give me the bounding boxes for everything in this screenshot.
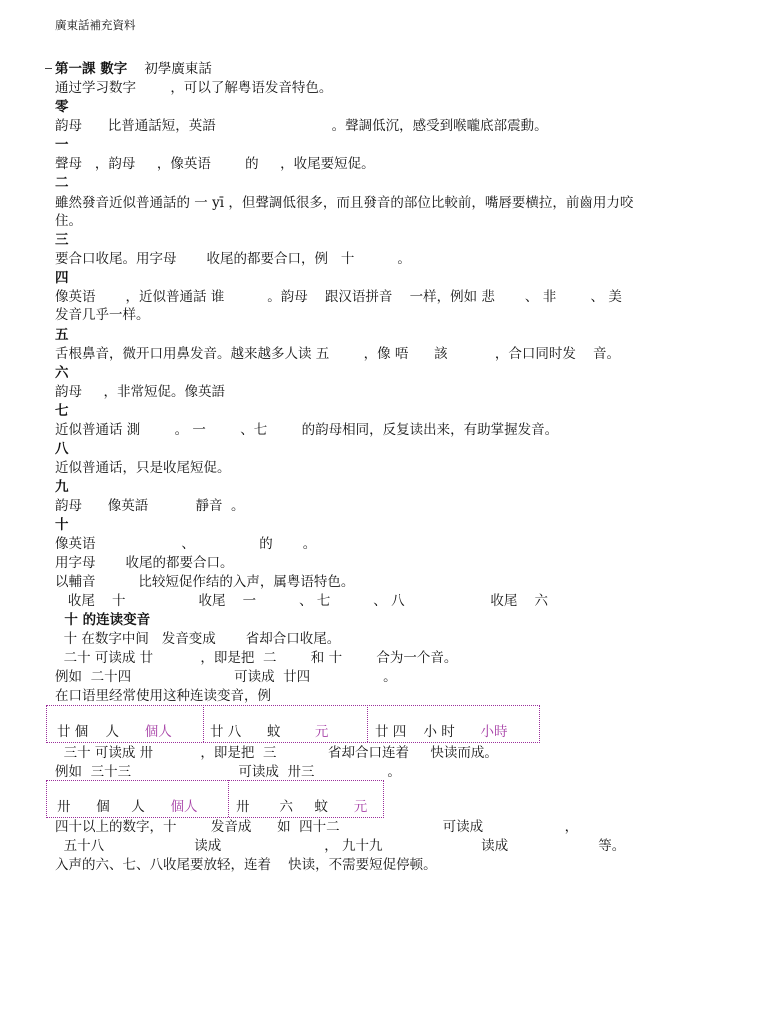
text-two-a: 雖然發音近似普通話的 一 yī ，但聲調低很多，而且發音的部位比較前，嘴唇要横拉，前齒用力咬 bbox=[55, 195, 634, 211]
lesson-title: 第一課 數字 bbox=[55, 61, 128, 77]
text-ten-d: 收尾 十 收尾 一 、 七 、 八 收尾 六 bbox=[55, 593, 549, 609]
text-one: 聲母 ，韵母 ，像英语 的 ，收尾要短促。 bbox=[55, 156, 375, 172]
example-cell: 廿 四 小 时 小時 bbox=[375, 724, 508, 740]
example-box-divider bbox=[228, 780, 229, 817]
heading-zero: 零 bbox=[55, 99, 69, 115]
text-four-b: 发音几乎一样。 bbox=[55, 307, 150, 323]
heading-three: 三 bbox=[55, 232, 69, 248]
example-cell: 廿 八 蚊 元 bbox=[210, 724, 329, 740]
heading-one: 一 bbox=[55, 137, 69, 153]
text-eight: 近似普通话，只是收尾短促。 bbox=[55, 460, 231, 476]
sandhi-line-5: 三十 可读成 卅 ，即是把 三 省却合口连着 快读而成。 bbox=[55, 745, 498, 761]
text-ten-b: 用字母 收尾的都要合口。 bbox=[55, 555, 234, 571]
text-ten-a: 像英语 、 的 。 bbox=[55, 536, 317, 552]
example-cell: 卅 六 蚊 元 bbox=[236, 799, 368, 815]
sandhi-title: 十 的连读变音 bbox=[55, 612, 151, 628]
intro-text: 通过学习数字 ，可以了解粤语发音特色。 bbox=[55, 80, 333, 96]
page-header: 廣東話補充資料 bbox=[55, 18, 136, 32]
lesson-subtitle: 初學廣東話 bbox=[144, 61, 212, 77]
text-zero: 韵母 比普通話短，英語 。聲調低沉，感受到喉嚨底部震動。 bbox=[55, 118, 548, 134]
heading-two: 二 bbox=[55, 175, 69, 191]
heading-five: 五 bbox=[55, 327, 69, 343]
sandhi-line-9: 入声的六、七、八收尾要放轻，连着 快读，不需要短促停顿。 bbox=[55, 857, 437, 873]
text-three: 要合口收尾。用字母 收尾的都要合口，例 十 。 bbox=[55, 251, 411, 267]
heading-seven: 七 bbox=[55, 403, 69, 419]
text-six: 韵母 ，非常短促。像英語 bbox=[55, 384, 225, 400]
text-ten-c: 以輔音 比较短促作结的入声，属粤语特色。 bbox=[55, 574, 355, 590]
heading-six: 六 bbox=[55, 365, 69, 381]
sandhi-line-4: 在口语里经常使用这种连读变音，例 bbox=[55, 688, 271, 704]
sandhi-line-1: 十 在数字中间 发音变成 省却合口收尾。 bbox=[55, 631, 341, 647]
sandhi-line-7: 四十以上的数字，十 发音成 如 四十二 可读成 ， bbox=[55, 819, 579, 835]
text-two-b: 住。 bbox=[55, 213, 82, 229]
sandhi-line-6: 例如 三十三 可读成 卅三 。 bbox=[55, 764, 401, 780]
text-seven: 近似普通话 測 。 一 、七 的韵母相同，反复读出来，有助掌握发音。 bbox=[55, 422, 559, 438]
text-four-a: 像英语 ，近似普通話 谁 。韵母 跟汉语拼音 一样，例如 悲 、 非 、 美 bbox=[55, 289, 622, 305]
sandhi-line-3: 例如 二十四 可读成 廿四 。 bbox=[55, 669, 397, 685]
example-box-divider bbox=[367, 705, 368, 742]
example-cell: 卅 個 人 個人 bbox=[57, 799, 198, 815]
sandhi-line-8: 五十八 读成 ， 九十九 读成 等。 bbox=[55, 838, 626, 854]
heading-four: 四 bbox=[55, 270, 69, 286]
heading-eight: 八 bbox=[55, 441, 69, 457]
text-five: 舌根鼻音，微开口用鼻发音。越来越多人读 五 ，像 唔 該 ，合口同时发 音。 bbox=[55, 346, 621, 362]
heading-ten: 十 bbox=[55, 517, 69, 533]
example-box-divider bbox=[203, 705, 204, 742]
margin-mark bbox=[45, 68, 52, 69]
heading-nine: 九 bbox=[55, 479, 69, 495]
lesson-title-line bbox=[55, 60, 212, 78]
example-cell: 廿 個 人 個人 bbox=[57, 724, 172, 740]
text-nine: 韵母 像英語 靜音 。 bbox=[55, 498, 245, 514]
sandhi-line-2: 二十 可读成 廿 ，即是把 二 和 十 合为一个音。 bbox=[55, 650, 458, 666]
